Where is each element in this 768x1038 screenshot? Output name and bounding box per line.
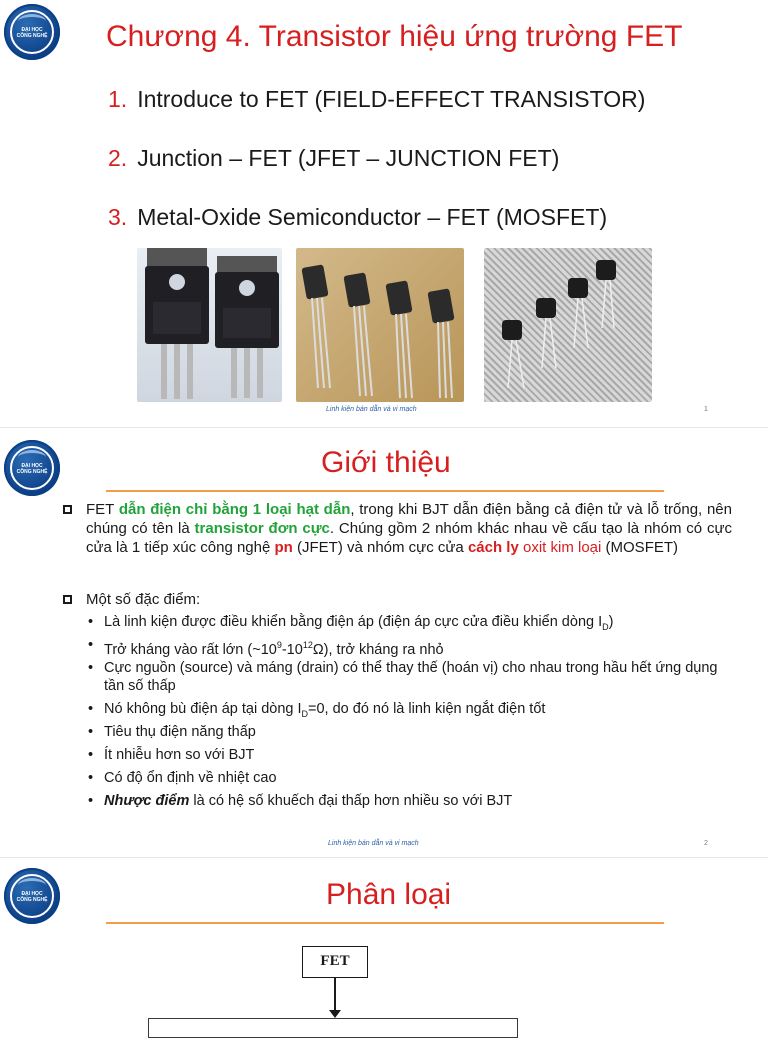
feature-item: • Cực nguồn (source) và máng (drain) có thể thay thế (hoán vị) cho nhau trong hầu hết ứng dụng tần số thấp (104, 659, 732, 695)
highlight-green: dẫn điện chỉ bằng 1 loại hạt dẫn (118, 501, 351, 518)
text: . Chúng gồm 2 nhóm khác nhau về cấu tạo là nhóm có cực cửa là 1 tiếp xúc công nghệ (86, 520, 732, 556)
feature-item: • Là linh kiện được điều khiển bằng điện áp (điện áp cực cửa điều khiển dòng $I_D$) (104, 613, 732, 636)
university-logo: ĐẠI HỌC CÔNG NGHỆ (4, 4, 60, 60)
category-box (148, 1018, 518, 1038)
arrow-down-icon (329, 1010, 341, 1018)
title-underline (106, 922, 664, 924)
feature-item: • Trở kháng vào rất lớn $(\sim 10^9-10^{12}\Omega)$, trở kháng ra nhỏ (104, 636, 732, 659)
feature-item: • Nhược điểm là có hệ số khuếch đại thấp hơn nhiều so với BJT (104, 792, 732, 810)
slide-footer: Linh kiện bán dẫn và vi mạch (326, 406, 417, 413)
slide-3 (0, 858, 768, 1024)
highlight-red: pn (274, 539, 293, 556)
intro-paragraph (86, 500, 732, 557)
slide-1 (0, 0, 768, 428)
feature-item: • Có độ ổn định về nhiệt cao (104, 769, 732, 787)
chapter-title: Chương 4. Transistor hiệu ứng trường FET (106, 20, 683, 53)
list-item (108, 86, 645, 113)
text: , trong khi BJT dẫn điện bằng cả điện tử và lỗ trống, nên chúng có tên là (86, 501, 732, 537)
square-bullet-icon (62, 504, 77, 519)
item-number: 2. (108, 145, 128, 171)
title-underline (106, 490, 664, 492)
highlight-green: transistor đơn cực (194, 520, 330, 537)
highlight-red: cách ly (467, 539, 519, 556)
fet-node: FET (302, 946, 368, 978)
item-text: Introduce to FET (FIELD-EFFECT TRANSISTOR) (137, 86, 646, 112)
item-number: 1. (108, 86, 128, 112)
item-text: Metal-Oxide Semiconductor – FET (MOSFET) (137, 204, 608, 230)
item-text: Junction – FET (JFET – JUNCTION FET) (137, 145, 560, 171)
photo-power-fet (137, 248, 282, 402)
slide-footer: Linh kiện bán dẫn và vi mạch (328, 840, 419, 847)
page-number: 2 (704, 840, 708, 847)
photo-fet-on-mesh (484, 248, 652, 402)
list-item (108, 145, 559, 172)
feature-item: • Tiêu thụ điện năng thấp (104, 723, 732, 741)
slide-title: Phân loại (326, 878, 452, 911)
highlight-red: oxit kim loại (518, 539, 602, 556)
text: FET (86, 501, 119, 518)
feature-item: • Nó không bù điện áp tại dòng $I_D=0$, do đó nó là linh kiện ngắt điện tốt (104, 700, 732, 723)
item-number: 3. (108, 204, 128, 230)
university-logo: ĐẠI HỌC CÔNG NGHỆ (4, 440, 60, 496)
arrow-line (334, 978, 336, 1014)
slide-title: Giới thiệu (321, 446, 451, 479)
square-bullet-icon (62, 594, 77, 609)
page-number: 1 (704, 406, 708, 413)
feature-item: • Ít nhiễu hơn so với BJT (104, 746, 732, 764)
university-logo: ĐẠI HỌC CÔNG NGHỆ (4, 868, 60, 924)
list-item (108, 204, 607, 231)
text: (MOSFET) (601, 539, 679, 556)
photo-small-fet (296, 248, 464, 402)
text: (JFET) và nhóm cực cửa (292, 539, 468, 556)
features-heading: Một số đặc điểm: (86, 591, 201, 608)
